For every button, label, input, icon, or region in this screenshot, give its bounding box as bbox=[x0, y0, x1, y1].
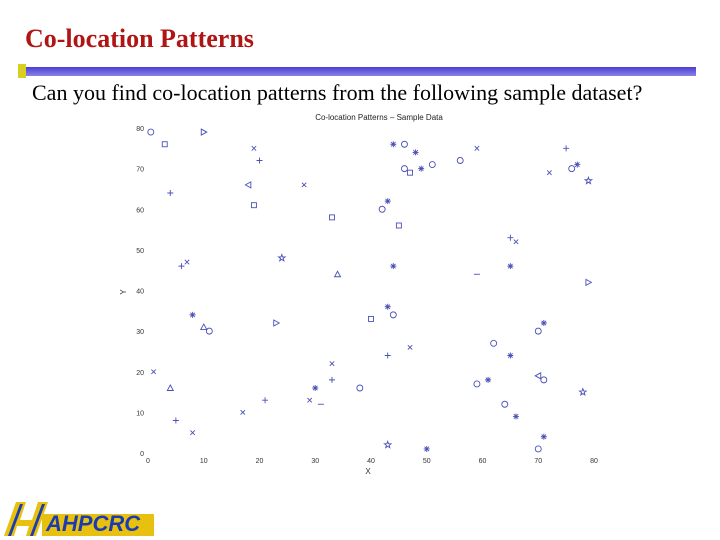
data-point-circle bbox=[474, 381, 480, 387]
marker-star bbox=[279, 255, 286, 261]
slide-title: Co-location Patterns bbox=[25, 24, 254, 53]
data-point-circle bbox=[491, 340, 497, 346]
data-point-asterisk bbox=[385, 304, 391, 310]
marker-triangle-up bbox=[335, 271, 341, 277]
data-point-x bbox=[241, 410, 245, 414]
marker-x bbox=[307, 398, 311, 402]
data-point-plus bbox=[178, 263, 184, 269]
marker-x bbox=[330, 361, 334, 365]
marker-triangle-right bbox=[274, 320, 280, 326]
marker-star bbox=[384, 441, 391, 447]
marker-triangle-right bbox=[586, 279, 592, 285]
y-tick-label: 10 bbox=[136, 410, 144, 418]
marker-square bbox=[162, 142, 167, 147]
data-point-asterisk bbox=[385, 198, 391, 204]
data-point-plus bbox=[385, 353, 391, 359]
marker-square bbox=[329, 215, 334, 220]
marker-circle bbox=[429, 162, 435, 168]
y-tick-label: 0 bbox=[140, 451, 144, 458]
data-point-circle bbox=[379, 206, 385, 212]
marker-circle bbox=[206, 328, 212, 334]
x-tick-label: 70 bbox=[534, 458, 543, 465]
marker-x bbox=[185, 260, 189, 264]
data-point-plus bbox=[507, 235, 513, 241]
marker-asterisk bbox=[513, 413, 519, 419]
marker-star bbox=[580, 389, 587, 395]
data-point-circle bbox=[357, 385, 363, 391]
data-point-x bbox=[185, 260, 189, 264]
y-axis-label: Y bbox=[119, 289, 128, 295]
marker-plus bbox=[507, 235, 513, 241]
data-point-asterisk bbox=[390, 141, 396, 147]
x-tick-label: 40 bbox=[367, 458, 375, 465]
data-point-circle bbox=[535, 446, 541, 452]
marker-square bbox=[369, 316, 374, 321]
marker-x bbox=[475, 146, 479, 150]
data-point-square bbox=[162, 142, 167, 147]
data-point-square bbox=[251, 203, 256, 208]
data-point-circle bbox=[148, 129, 154, 135]
y-tick-label: 80 bbox=[136, 126, 144, 133]
marker-asterisk bbox=[312, 385, 318, 391]
data-point-circle bbox=[206, 328, 212, 334]
data-point-plus bbox=[262, 397, 268, 403]
data-point-asterisk bbox=[485, 377, 491, 383]
x-tick-label: 80 bbox=[590, 458, 598, 465]
marker-asterisk bbox=[507, 353, 513, 359]
data-point-x bbox=[151, 370, 155, 374]
marker-asterisk bbox=[541, 434, 547, 440]
logo-text: AHPCRC bbox=[46, 511, 141, 536]
chart-title: Co-location Patterns – Sample Data bbox=[315, 113, 443, 122]
data-point-asterisk bbox=[574, 162, 580, 168]
y-tick-label: 50 bbox=[136, 247, 144, 255]
marker-circle bbox=[390, 312, 396, 318]
x-tick-label: 10 bbox=[199, 458, 208, 465]
marker-asterisk bbox=[485, 377, 491, 383]
marker-triangle-left bbox=[535, 373, 541, 379]
data-point-circle bbox=[502, 401, 508, 407]
data-point-x bbox=[190, 430, 194, 434]
data-point-asterisk bbox=[418, 166, 424, 172]
data-point-asterisk bbox=[507, 353, 513, 359]
marker-circle bbox=[357, 385, 363, 391]
data-point-star bbox=[384, 441, 391, 447]
marker-asterisk bbox=[507, 263, 513, 269]
data-point-asterisk bbox=[413, 149, 419, 155]
x-tick-label: 50 bbox=[422, 458, 431, 465]
marker-circle bbox=[379, 206, 385, 212]
data-point-triangle-right bbox=[201, 129, 207, 135]
data-point-star bbox=[585, 177, 592, 183]
data-point-x bbox=[408, 345, 412, 349]
marker-asterisk bbox=[385, 304, 391, 310]
marker-x bbox=[252, 146, 256, 150]
data-point-triangle-up bbox=[335, 271, 341, 277]
marker-x bbox=[408, 345, 412, 349]
marker-circle bbox=[457, 158, 463, 164]
marker-asterisk bbox=[385, 198, 391, 204]
data-point-circle bbox=[429, 162, 435, 168]
marker-circle bbox=[401, 141, 407, 147]
marker-circle bbox=[401, 166, 407, 172]
marker-star bbox=[585, 177, 592, 183]
y-tick-label: 20 bbox=[136, 369, 144, 377]
marker-asterisk bbox=[424, 446, 430, 452]
data-point-x bbox=[307, 398, 311, 402]
marker-x bbox=[151, 370, 155, 374]
data-point-x bbox=[547, 170, 551, 174]
data-point-asterisk bbox=[190, 312, 196, 318]
data-point-x bbox=[514, 240, 518, 244]
data-point-asterisk bbox=[513, 413, 519, 419]
y-tick-label: 70 bbox=[136, 166, 144, 174]
data-point-circle bbox=[457, 158, 463, 164]
marker-asterisk bbox=[574, 162, 580, 168]
marker-asterisk bbox=[390, 141, 396, 147]
marker-plus bbox=[167, 190, 173, 196]
marker-asterisk bbox=[541, 320, 547, 326]
marker-square bbox=[396, 223, 401, 228]
y-tick-label: 60 bbox=[136, 207, 144, 215]
data-point-x bbox=[252, 146, 256, 150]
marker-circle bbox=[148, 129, 154, 135]
data-point-triangle-up bbox=[201, 324, 207, 330]
slide-subtitle: Can you find co-location patterns from the following sample dataset? bbox=[32, 80, 643, 105]
data-point-star bbox=[279, 255, 286, 261]
x-axis-label: X bbox=[365, 467, 371, 476]
x-tick-label: 20 bbox=[255, 458, 264, 465]
data-point-x bbox=[330, 361, 334, 365]
marker-plus bbox=[173, 418, 179, 424]
data-point-plus bbox=[167, 190, 173, 196]
marker-plus bbox=[385, 353, 391, 359]
data-point-asterisk bbox=[541, 434, 547, 440]
data-point-triangle-left bbox=[535, 373, 541, 379]
data-point-plus bbox=[173, 418, 179, 424]
data-point-asterisk bbox=[507, 263, 513, 269]
marker-triangle-up bbox=[167, 385, 173, 391]
y-tick-label: 40 bbox=[136, 288, 144, 296]
marker-plus bbox=[257, 158, 263, 164]
data-point-circle bbox=[401, 141, 407, 147]
marker-x bbox=[241, 410, 245, 414]
marker-x bbox=[190, 430, 194, 434]
marker-circle bbox=[541, 377, 547, 383]
data-point-circle bbox=[390, 312, 396, 318]
data-point-triangle-right bbox=[586, 279, 592, 285]
marker-asterisk bbox=[190, 312, 196, 318]
x-tick-label: 0 bbox=[146, 458, 150, 465]
marker-x bbox=[302, 183, 306, 187]
ahpcrc-logo bbox=[2, 500, 157, 538]
data-point-asterisk bbox=[541, 320, 547, 326]
x-tick-label: 30 bbox=[311, 458, 320, 465]
marker-triangle-right bbox=[201, 129, 207, 135]
data-point-asterisk bbox=[390, 263, 396, 269]
data-point-circle bbox=[535, 328, 541, 334]
data-point-asterisk bbox=[424, 446, 430, 452]
data-point-x bbox=[475, 146, 479, 150]
marker-plus bbox=[178, 263, 184, 269]
marker-plus bbox=[563, 145, 569, 151]
marker-circle bbox=[502, 401, 508, 407]
marker-x bbox=[514, 240, 518, 244]
data-point-circle bbox=[569, 166, 575, 172]
marker-asterisk bbox=[418, 166, 424, 172]
marker-circle bbox=[491, 340, 497, 346]
data-point-square bbox=[369, 316, 374, 321]
data-point-plus bbox=[257, 158, 263, 164]
marker-plus bbox=[262, 397, 268, 403]
marker-plus bbox=[329, 377, 335, 383]
data-point-triangle-up bbox=[167, 385, 173, 391]
marker-x bbox=[547, 170, 551, 174]
marker-circle bbox=[535, 328, 541, 334]
data-point-square bbox=[408, 170, 413, 175]
data-point-circle bbox=[401, 166, 407, 172]
data-point-asterisk bbox=[312, 385, 318, 391]
x-tick-label: 60 bbox=[478, 458, 487, 465]
data-point-triangle-right bbox=[274, 320, 280, 326]
marker-circle bbox=[535, 446, 541, 452]
data-point-circle bbox=[541, 377, 547, 383]
marker-square bbox=[408, 170, 413, 175]
y-tick-label: 30 bbox=[136, 329, 144, 337]
marker-square bbox=[251, 203, 256, 208]
data-point-plus bbox=[563, 145, 569, 151]
marker-circle bbox=[569, 166, 575, 172]
marker-asterisk bbox=[413, 149, 419, 155]
marker-triangle-up bbox=[201, 324, 207, 330]
data-point-star bbox=[580, 389, 587, 395]
marker-triangle-left bbox=[245, 182, 251, 188]
marker-asterisk bbox=[390, 263, 396, 269]
marker-circle bbox=[474, 381, 480, 387]
data-point-square bbox=[329, 215, 334, 220]
data-point-triangle-left bbox=[245, 182, 251, 188]
data-point-square bbox=[396, 223, 401, 228]
data-point-x bbox=[302, 183, 306, 187]
data-point-plus bbox=[329, 377, 335, 383]
